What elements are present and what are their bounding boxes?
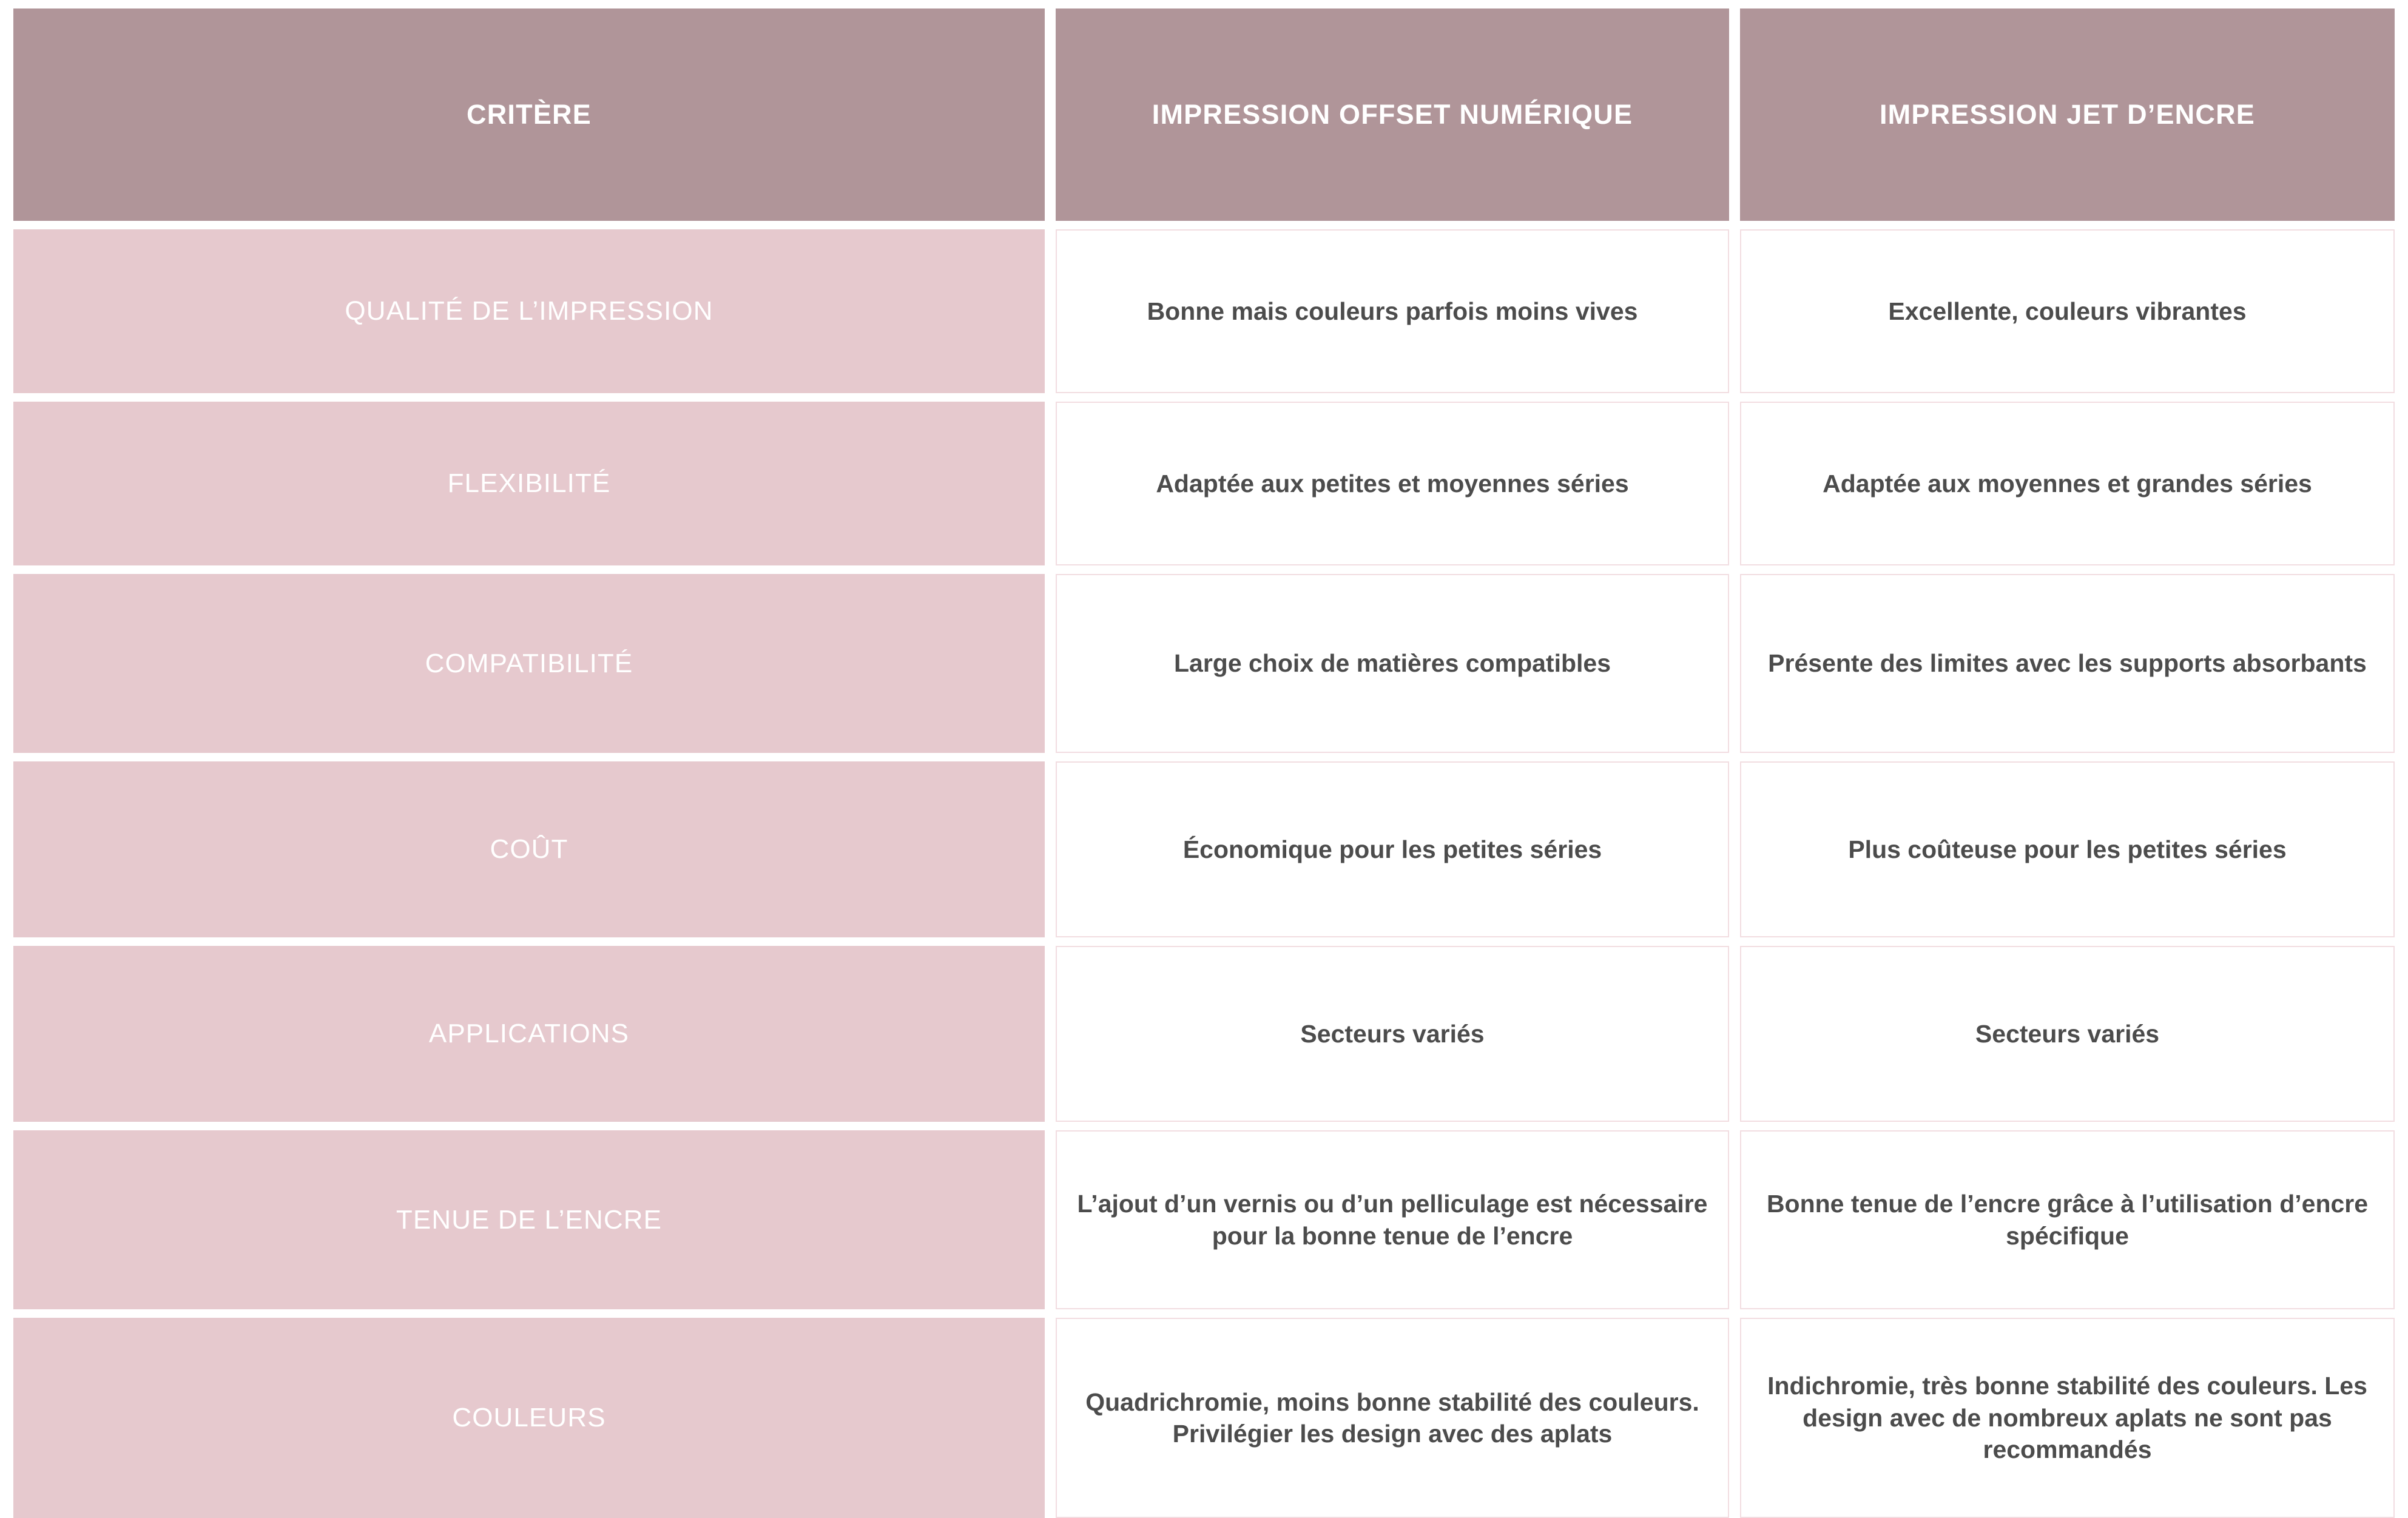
column-divider xyxy=(1729,8,1740,221)
column-divider xyxy=(1729,574,1740,753)
cell-jet-value: Excellente, couleurs vibrantes xyxy=(1740,229,2395,393)
column-header-criteria: CRITÈRE xyxy=(13,8,1045,221)
column-divider xyxy=(1729,761,1740,937)
table-row xyxy=(13,574,2395,753)
column-divider xyxy=(1045,946,1056,1122)
cell-jet-value: Plus coûteuse pour les petites séries xyxy=(1740,761,2395,937)
cell-offset-value: Secteurs variés xyxy=(1056,946,1729,1122)
column-divider xyxy=(1729,229,1740,393)
cell-jet-value: Secteurs variés xyxy=(1740,946,2395,1122)
row-criteria-label: APPLICATIONS xyxy=(13,946,1045,1122)
cell-offset-value: Quadrichromie, moins bonne stabilité des couleurs. Privilégier les design avec des aplats xyxy=(1056,1318,1729,1518)
column-divider xyxy=(1729,946,1740,1122)
column-header-jet: IMPRESSION JET D’ENCRE xyxy=(1740,8,2395,221)
table-row xyxy=(13,761,2395,937)
column-divider xyxy=(1729,1130,1740,1309)
cell-jet-value: Présente des limites avec les supports absorbants xyxy=(1740,574,2395,753)
table-row xyxy=(13,946,2395,1122)
column-divider xyxy=(1045,229,1056,393)
column-divider xyxy=(1729,1318,1740,1518)
row-criteria-label: COULEURS xyxy=(13,1318,1045,1518)
column-divider xyxy=(1729,402,1740,565)
cell-offset-value: L’ajout d’un vernis ou d’un pelliculage est nécessaire pour la bonne tenue de l’encre xyxy=(1056,1130,1729,1309)
table-row xyxy=(13,229,2395,393)
column-divider xyxy=(1045,1318,1056,1518)
cell-offset-value: Économique pour les petites séries xyxy=(1056,761,1729,937)
column-divider xyxy=(1045,1130,1056,1309)
cell-jet-value: Bonne tenue de l’encre grâce à l’utilisation d’encre spécifique xyxy=(1740,1130,2395,1309)
row-criteria-label: QUALITÉ DE L’IMPRESSION xyxy=(13,229,1045,393)
cell-offset-value: Large choix de matières compatibles xyxy=(1056,574,1729,753)
cell-jet-value: Adaptée aux moyennes et grandes séries xyxy=(1740,402,2395,565)
cell-jet-value: Indichromie, très bonne stabilité des couleurs. Les design avec de nombreux aplats ne sont pas recommandés xyxy=(1740,1318,2395,1518)
row-criteria-label: COÛT xyxy=(13,761,1045,937)
cell-offset-value: Adaptée aux petites et moyennes séries xyxy=(1056,402,1729,565)
table-row xyxy=(13,1318,2395,1518)
table-row xyxy=(13,402,2395,565)
column-divider xyxy=(1045,574,1056,753)
cell-offset-value: Bonne mais couleurs parfois moins vives xyxy=(1056,229,1729,393)
column-divider xyxy=(1045,8,1056,221)
column-header-offset: IMPRESSION OFFSET NUMÉRIQUE xyxy=(1056,8,1729,221)
row-criteria-label: COMPATIBILITÉ xyxy=(13,574,1045,753)
column-divider xyxy=(1045,402,1056,565)
row-criteria-label: FLEXIBILITÉ xyxy=(13,402,1045,565)
row-criteria-label: TENUE DE L’ENCRE xyxy=(13,1130,1045,1309)
column-divider xyxy=(1045,761,1056,937)
table-header-row xyxy=(13,8,2395,221)
table-row xyxy=(13,1130,2395,1309)
